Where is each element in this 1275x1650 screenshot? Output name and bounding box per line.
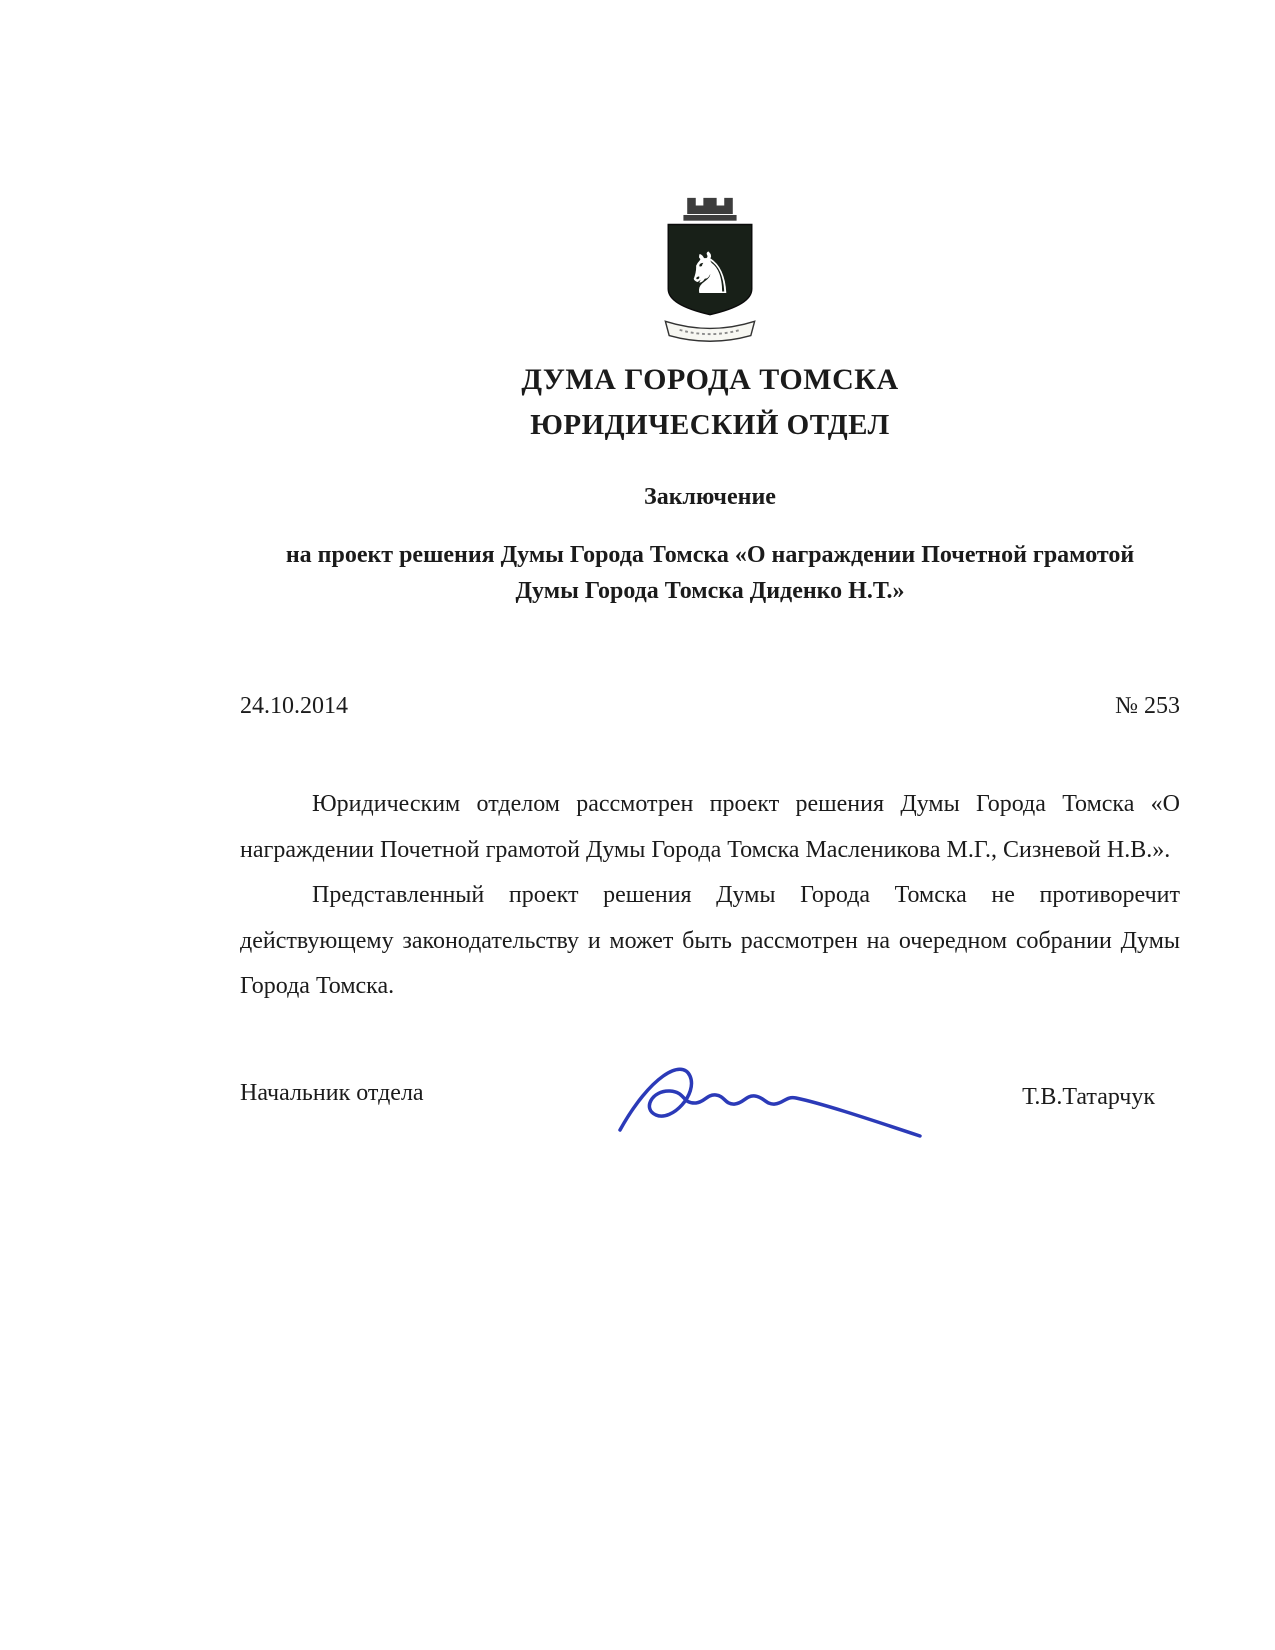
body-paragraph-1: Юридическим отделом рассмотрен проект решения Думы Города Томска «О награждении Почетной грамотой Думы Города Томска Масленикова М.Г., Сизневой Н.В.». — [240, 791, 1180, 863]
body-paragraph-2: Представленный проект решения Думы Города Томска не противоречит действующему законодательству и может быть рассмотрен на очередном собрании Думы Города Томска. — [240, 882, 1180, 1000]
body-block — [240, 782, 1180, 1010]
emblem-wrap — [240, 196, 1180, 351]
doc-number: № 253 — [1115, 693, 1180, 719]
horse-icon: ♞ — [684, 240, 736, 307]
ribbon-icon — [665, 321, 754, 341]
doc-subject-title: на проект решения Думы Города Томска «О награждении Почетной грамотой Думы Города Томска Диденко Н.Т.» — [285, 542, 1135, 604]
signature-row — [240, 1048, 1180, 1158]
document-content — [240, 0, 1180, 1158]
doc-type-title: Заключение — [644, 484, 776, 510]
crown-icon — [683, 198, 736, 221]
tomsk-coat-of-arms-icon — [650, 196, 770, 346]
handwritten-signature — [610, 1048, 930, 1148]
doc-date: 24.10.2014 — [240, 693, 348, 719]
org-name-line2: ЮРИДИЧЕСКИЙ ОТДЕЛ — [530, 409, 890, 441]
signer-name: Т.В.Татарчук — [1022, 1083, 1155, 1110]
meta-row — [240, 693, 1180, 720]
org-name-line1: ДУМА ГОРОДА ТОМСКА — [521, 363, 899, 396]
signer-position-title: Начальник отдела — [240, 1079, 424, 1106]
